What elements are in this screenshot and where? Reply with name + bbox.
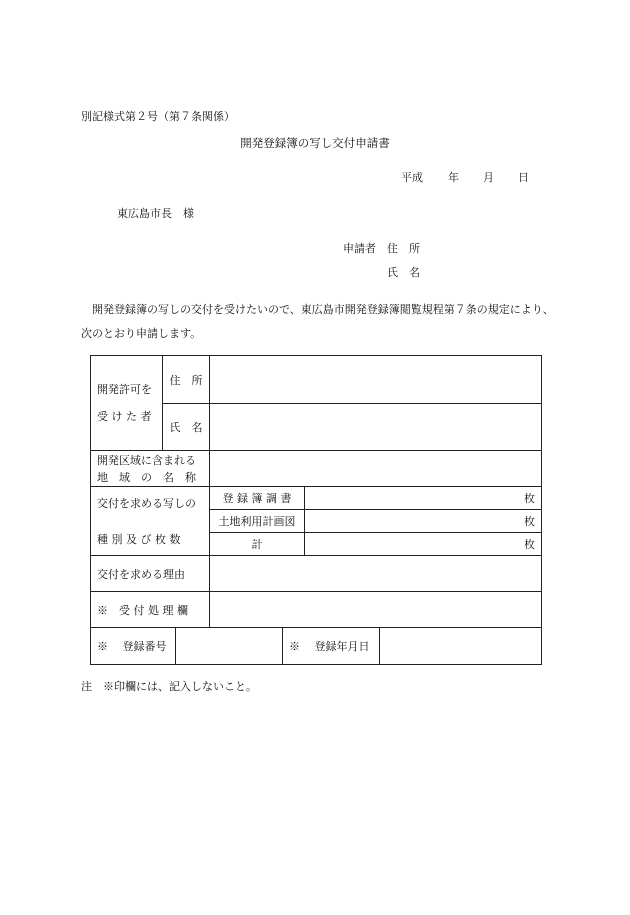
registration-date-field xyxy=(380,628,542,664)
registration-number-field xyxy=(176,628,283,664)
date-month-label: 月 xyxy=(483,171,494,184)
date-year-label: 年 xyxy=(448,171,459,184)
document-title: 開発登録簿の写し交付申請書 xyxy=(240,136,390,150)
request-statement: 開発登録簿の写しの交付を受けたいので、東広島市開発登録簿閲覧規程第７条の規定により、次のとおり申請します。 xyxy=(81,303,554,340)
reception-label: ※ 受 付 処 理 欄 xyxy=(91,592,210,628)
permit-holder-name-field[interactable] xyxy=(210,404,542,451)
form-number: 別記様式第２号（第７条関係） xyxy=(81,110,235,123)
permit-holder-address-label: 住 所 xyxy=(163,356,210,404)
applicant-name-label: 氏 名 xyxy=(387,266,420,279)
applicant-label: 申請者 xyxy=(343,242,376,255)
reception-row xyxy=(91,592,542,628)
area-name-label xyxy=(91,451,210,487)
permit-holder-name-label: 氏 名 xyxy=(163,404,210,451)
area-name-line2: 地 域 の 名 称 xyxy=(97,470,196,484)
addressee: 東広島市長 様 xyxy=(117,207,194,220)
reception-field xyxy=(210,592,542,628)
area-name-field[interactable] xyxy=(210,451,542,487)
date-day-label: 日 xyxy=(518,171,529,184)
registration-subtable xyxy=(91,628,541,664)
permit-holder-line2: 受 け た 者 xyxy=(97,410,152,423)
area-name-row xyxy=(91,451,542,487)
copy-row-register xyxy=(91,487,542,510)
copy-type-line1: 交付を求める写しの xyxy=(97,497,196,510)
copy-type-landuse-label: 土地利用計画図 xyxy=(210,510,305,533)
reason-row xyxy=(91,556,542,592)
date-era: 平成 xyxy=(401,171,423,184)
footnote: 注 ※印欄には、記入しないこと。 xyxy=(81,680,257,693)
copy-type-total-label: 計 xyxy=(210,533,305,556)
registration-date-label: ※ 登録年月日 xyxy=(283,628,380,664)
applicant-address-label: 住 所 xyxy=(387,242,420,255)
reason-field[interactable] xyxy=(210,556,542,592)
permit-holder-line1: 開発許可を xyxy=(97,383,152,396)
copy-count-total-field[interactable]: 枚 xyxy=(305,533,542,556)
copy-count-register-field[interactable]: 枚 xyxy=(305,487,542,510)
copy-count-landuse-field[interactable]: 枚 xyxy=(305,510,542,533)
copy-type-label xyxy=(91,487,210,556)
permit-holder-label xyxy=(91,356,163,451)
copy-type-line2: 種 別 及 び 枚 数 xyxy=(97,533,181,546)
copy-type-register-label: 登 録 簿 調 書 xyxy=(210,487,305,510)
area-name-line1: 開発区域に含まれる xyxy=(97,453,196,467)
reason-label: 交付を求める理由 xyxy=(91,556,210,592)
permit-holder-address-field[interactable] xyxy=(210,356,542,404)
permit-holder-address-row xyxy=(91,356,542,404)
application-form-table xyxy=(90,355,542,665)
registration-number-label: ※ 登録番号 xyxy=(91,628,176,664)
registration-row xyxy=(91,628,542,665)
